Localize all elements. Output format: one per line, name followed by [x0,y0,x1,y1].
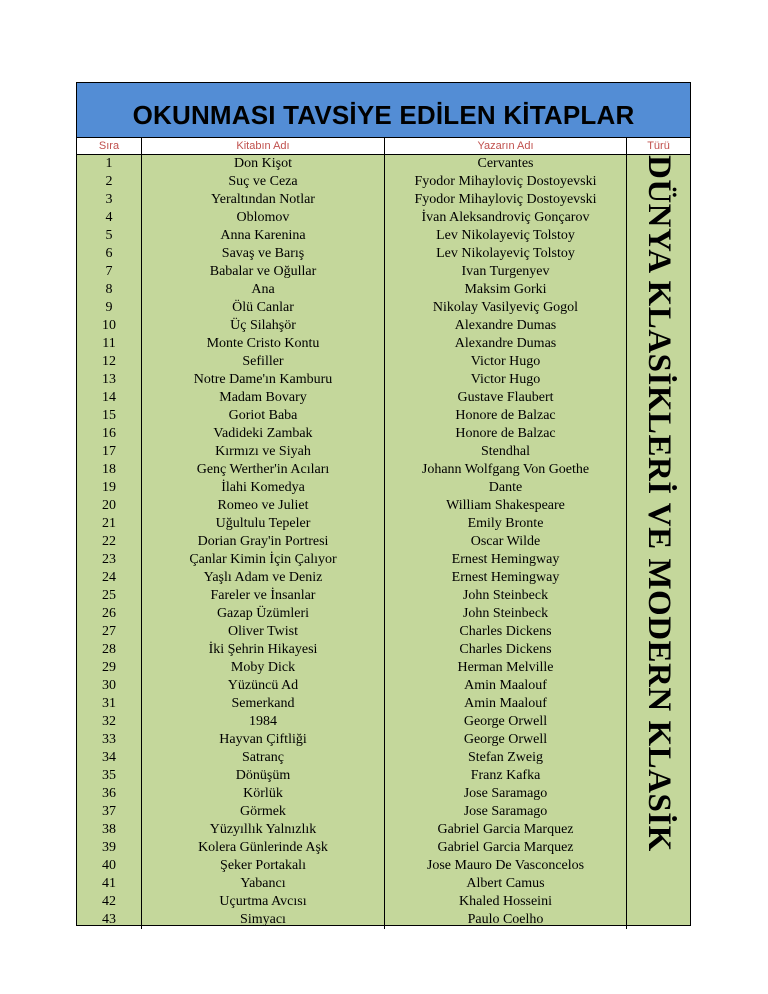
row-number: 9 [77,299,142,317]
author-name: Honore de Balzac [385,407,627,425]
row-number: 31 [77,695,142,713]
table-row [77,623,627,641]
row-number: 1 [77,155,142,173]
book-title: Satranç [142,749,385,767]
row-number: 35 [77,767,142,785]
row-number: 12 [77,353,142,371]
author-name: Franz Kafka [385,767,627,785]
table-row [77,335,627,353]
table-row [77,659,627,677]
author-name: Stendhal [385,443,627,461]
header-genre: Türü [627,138,690,155]
table-row [77,515,627,533]
table-row [77,695,627,713]
table-row [77,425,627,443]
book-title: Yabancı [142,875,385,893]
book-title: Körlük [142,785,385,803]
book-title: Moby Dick [142,659,385,677]
row-number: 32 [77,713,142,731]
author-name: Alexandre Dumas [385,335,627,353]
book-title: Kırmızı ve Siyah [142,443,385,461]
table-row [77,407,627,425]
table-row [77,155,627,173]
author-name: Gabriel Garcia Marquez [385,821,627,839]
row-number: 18 [77,461,142,479]
author-name: Paulo Coelho [385,911,627,929]
author-name: Amin Maalouf [385,695,627,713]
book-title: Vadideki Zambak [142,425,385,443]
table-row [77,443,627,461]
author-name: Cervantes [385,155,627,173]
row-number: 14 [77,389,142,407]
table-row [77,299,627,317]
book-title: Oliver Twist [142,623,385,641]
book-title: Yüzüncü Ad [142,677,385,695]
table-row [77,479,627,497]
row-number: 27 [77,623,142,641]
row-number: 30 [77,677,142,695]
author-name: Gustave Flaubert [385,389,627,407]
header-author: Yazarın Adı [385,138,627,155]
table-row [77,857,627,875]
title-banner [77,83,690,138]
table-row [77,713,627,731]
author-name: Jose Saramago [385,785,627,803]
book-title: 1984 [142,713,385,731]
book-title: Dönüşüm [142,767,385,785]
book-title: Şeker Portakalı [142,857,385,875]
table-row [77,911,627,929]
table-row [77,317,627,335]
table-row [77,263,627,281]
genre-cell [627,155,690,925]
row-number: 43 [77,911,142,929]
book-title: Görmek [142,803,385,821]
row-number: 5 [77,227,142,245]
column-header-row [77,138,690,155]
book-title: Gazap Üzümleri [142,605,385,623]
author-name: Nikolay Vasilyeviç Gogol [385,299,627,317]
author-name: Albert Camus [385,875,627,893]
table-row [77,893,627,911]
book-list-sheet [76,82,691,926]
table-row [77,191,627,209]
author-name: Amin Maalouf [385,677,627,695]
row-number: 8 [77,281,142,299]
author-name: Victor Hugo [385,371,627,389]
row-number: 22 [77,533,142,551]
table-row [77,677,627,695]
row-number: 11 [77,335,142,353]
author-name: Lev Nikolayeviç Tolstoy [385,245,627,263]
table-row [77,371,627,389]
table-row [77,785,627,803]
table-row [77,749,627,767]
row-number: 40 [77,857,142,875]
author-name: Herman Melville [385,659,627,677]
table-row [77,173,627,191]
row-number: 28 [77,641,142,659]
book-title: Üç Silahşör [142,317,385,335]
table-row [77,641,627,659]
row-number: 41 [77,875,142,893]
book-title: Uçurtma Avcısı [142,893,385,911]
author-name: Jose Mauro De Vasconcelos [385,857,627,875]
author-name: Jose Saramago [385,803,627,821]
row-number: 15 [77,407,142,425]
author-name: Ernest Hemingway [385,551,627,569]
author-name: Stefan Zweig [385,749,627,767]
table-row [77,821,627,839]
row-number: 7 [77,263,142,281]
book-title: Çanlar Kimin İçin Çalıyor [142,551,385,569]
genre-label: DÜNYA KLASİKLERİ VE MODERN KLASİK [640,155,677,852]
row-number: 25 [77,587,142,605]
table-row [77,767,627,785]
book-title: Kolera Günlerinde Aşk [142,839,385,857]
row-number: 34 [77,749,142,767]
row-number: 33 [77,731,142,749]
table-row [77,245,627,263]
table-row [77,461,627,479]
table-row [77,551,627,569]
author-name: Victor Hugo [385,353,627,371]
row-number: 38 [77,821,142,839]
book-title: Monte Cristo Kontu [142,335,385,353]
book-title: Genç Werther'in Acıları [142,461,385,479]
row-number: 29 [77,659,142,677]
author-name: John Steinbeck [385,587,627,605]
author-name: Khaled Hosseini [385,893,627,911]
table-row [77,605,627,623]
book-title: Don Kişot [142,155,385,173]
book-title: Anna Karenina [142,227,385,245]
book-title: Goriot Baba [142,407,385,425]
author-name: Alexandre Dumas [385,317,627,335]
row-number: 19 [77,479,142,497]
table-row [77,497,627,515]
author-name: İvan Aleksandroviç Gonçarov [385,209,627,227]
author-name: George Orwell [385,713,627,731]
author-name: Emily Bronte [385,515,627,533]
author-name: Johann Wolfgang Von Goethe [385,461,627,479]
table-row [77,353,627,371]
row-number: 17 [77,443,142,461]
table-row [77,209,627,227]
book-title: Uğultulu Tepeler [142,515,385,533]
author-name: George Orwell [385,731,627,749]
header-book: Kitabın Adı [142,138,385,155]
row-number: 39 [77,839,142,857]
table-row [77,587,627,605]
header-no: Sıra [77,138,142,155]
book-title: Oblomov [142,209,385,227]
book-title: Semerkand [142,695,385,713]
author-name: Dante [385,479,627,497]
table-row [77,803,627,821]
row-number: 36 [77,785,142,803]
row-number: 10 [77,317,142,335]
row-number: 42 [77,893,142,911]
book-title: Madam Bovary [142,389,385,407]
row-number: 20 [77,497,142,515]
row-number: 26 [77,605,142,623]
table-row [77,281,627,299]
author-name: Fyodor Mihayloviç Dostoyevski [385,191,627,209]
author-name: Fyodor Mihayloviç Dostoyevski [385,173,627,191]
row-number: 3 [77,191,142,209]
row-number: 21 [77,515,142,533]
row-number: 2 [77,173,142,191]
book-title: Babalar ve Oğullar [142,263,385,281]
book-title: Yüzyıllık Yalnızlık [142,821,385,839]
author-name: Ernest Hemingway [385,569,627,587]
book-title: Sefiller [142,353,385,371]
row-number: 37 [77,803,142,821]
author-name: Charles Dickens [385,623,627,641]
book-title: Notre Dame'ın Kamburu [142,371,385,389]
table-row [77,731,627,749]
book-title: Simyacı [142,911,385,929]
author-name: Gabriel Garcia Marquez [385,839,627,857]
table-row [77,389,627,407]
book-title: Ölü Canlar [142,299,385,317]
book-title: Hayvan Çiftliği [142,731,385,749]
author-name: William Shakespeare [385,497,627,515]
author-name: Maksim Gorki [385,281,627,299]
book-title: Yeraltından Notlar [142,191,385,209]
author-name: Oscar Wilde [385,533,627,551]
book-title: Fareler ve İnsanlar [142,587,385,605]
row-number: 4 [77,209,142,227]
author-name: Lev Nikolayeviç Tolstoy [385,227,627,245]
book-title: Yaşlı Adam ve Deniz [142,569,385,587]
book-title: İki Şehrin Hikayesi [142,641,385,659]
author-name: Ivan Turgenyev [385,263,627,281]
author-name: Honore de Balzac [385,425,627,443]
row-number: 13 [77,371,142,389]
book-title: Suç ve Ceza [142,173,385,191]
book-title: Ana [142,281,385,299]
row-number: 24 [77,569,142,587]
table-row [77,875,627,893]
table-row [77,227,627,245]
page-title: OKUNMASI TAVSİYE EDİLEN KİTAPLAR [132,100,635,130]
book-title: Romeo ve Juliet [142,497,385,515]
book-title: İlahi Komedya [142,479,385,497]
table-row [77,569,627,587]
author-name: Charles Dickens [385,641,627,659]
author-name: John Steinbeck [385,605,627,623]
table-row [77,533,627,551]
book-title: Dorian Gray'in Portresi [142,533,385,551]
book-table-body [77,155,627,929]
book-title: Savaş ve Barış [142,245,385,263]
row-number: 16 [77,425,142,443]
row-number: 23 [77,551,142,569]
row-number: 6 [77,245,142,263]
table-row [77,839,627,857]
